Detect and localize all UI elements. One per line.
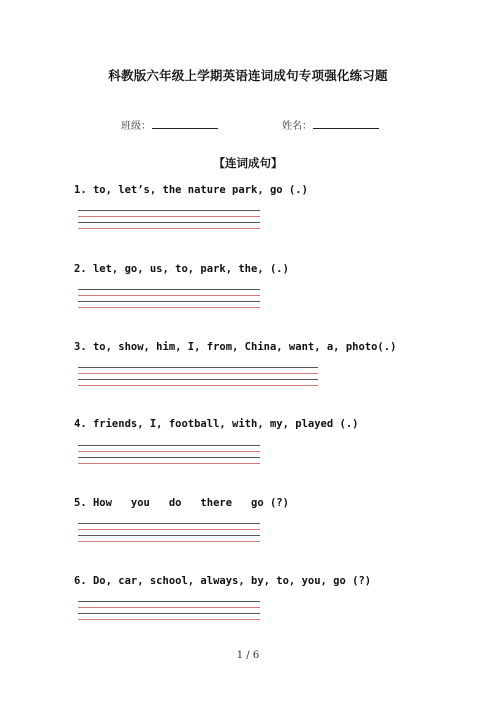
- question-4: 4. friends, I, football, with, my, played (.): [74, 418, 359, 430]
- answer-line: [78, 210, 260, 211]
- answer-line: [78, 307, 260, 308]
- answer-line: [78, 529, 260, 530]
- page-title: 科教版六年级上学期英语连词成句专项强化练习题: [108, 68, 388, 83]
- answer-line: [78, 289, 260, 290]
- answer-line: [78, 301, 260, 302]
- question-6: 6. Do, car, school, always, by, to, you, go (?): [74, 575, 372, 587]
- question-5: 5. How you do there go (?): [74, 497, 289, 509]
- answer-line: [78, 451, 260, 452]
- answer-line: [78, 523, 260, 524]
- class-label: 班级：: [121, 121, 151, 132]
- question-1: 1. to, let’s, the nature park, go (.): [74, 184, 308, 196]
- answer-line: [78, 535, 260, 536]
- answer-line: [78, 385, 318, 386]
- answer-line: [78, 367, 318, 368]
- answer-line: [78, 457, 260, 458]
- class-field: [121, 117, 218, 132]
- answer-line: [78, 379, 318, 380]
- answer-line: [78, 295, 260, 296]
- answer-line: [78, 463, 260, 464]
- name-blank[interactable]: [313, 119, 379, 129]
- answer-line: [78, 222, 260, 223]
- answer-line: [78, 445, 260, 446]
- name-label: 姓名：: [282, 121, 312, 132]
- answer-line: [78, 619, 260, 620]
- answer-line: [78, 613, 260, 614]
- answer-line: [78, 216, 260, 217]
- answer-line: [78, 373, 318, 374]
- section-title: 【连词成句】: [213, 156, 283, 170]
- question-3: 3. to, show, him, I, from, China, want, a, photo(.): [74, 341, 397, 353]
- answer-line: [78, 601, 260, 602]
- class-blank[interactable]: [152, 119, 218, 129]
- page-number: 1 / 6: [236, 650, 260, 661]
- answer-line: [78, 228, 260, 229]
- answer-line: [78, 607, 260, 608]
- name-field: [282, 117, 379, 132]
- answer-line: [78, 541, 260, 542]
- question-2: 2. let, go, us, to, park, the, (.): [74, 263, 289, 275]
